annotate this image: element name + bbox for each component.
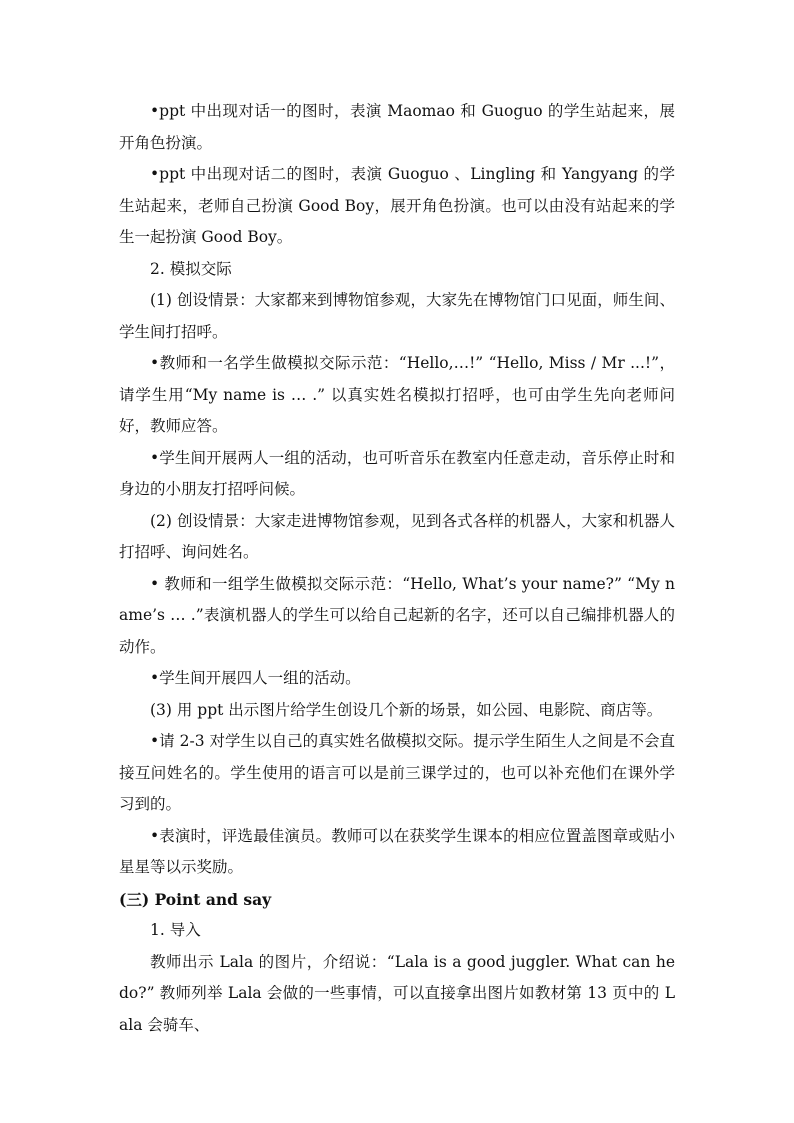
document-body	[119, 96, 675, 1041]
paragraph-teacher-demo-two: • 教师和一组学生做模拟交际示范：“Hello, What’s your name?” “My name’s … .”表演机器人的学生可以给自己起新的名字，还可以自己编排机器人的动作。	[119, 574, 675, 656]
paragraph-real-name-practice: •请 2-3 对学生以自己的真实姓名做模拟交际。提示学生陌生人之间是不会直接互问姓名的。学生使用的语言可以是前三课学过的，也可以补充他们在课外学习到的。	[119, 732, 675, 813]
paragraph-pair-activity: •学生间开展两人一组的活动，也可听音乐在教室内任意走动，音乐停止时和身边的小朋友打招呼问候。	[119, 448, 675, 498]
paragraph-best-actor: •表演时，评选最佳演员。教师可以在获奖学生课本的相应位置盖图章或贴小星星等以示奖励。	[119, 826, 675, 876]
paragraph-group-activity: •学生间开展四人一组的活动。	[150, 669, 361, 687]
subsection-introduction: 1. 导入	[150, 921, 201, 939]
paragraph-dialogue-two: •ppt 中出现对话二的图时，表演 Guoguo 、Lingling 和 Yangyang 的学生站起来，老师自己扮演 Good Boy，展开角色扮演。也可以由没有站起来的学生一起扮演 Good Boy。	[119, 165, 675, 246]
paragraph-scenario-two: (2) 创设情景：大家走进博物馆参观，见到各式各样的机器人，大家和机器人打招呼、询问姓名。	[119, 511, 675, 561]
paragraph-scenario-one: (1) 创设情景：大家都来到博物馆参观，大家先在博物馆门口见面，师生间、学生间打招呼。	[119, 291, 675, 341]
section-simulated-communication: 2. 模拟交际	[150, 259, 232, 278]
paragraph-lala-intro: 教师出示 Lala 的图片，介绍说：“Lala is a good juggler. What can he do?” 教师列举 Lala 会做的一些事情，可以直接拿出图片如教材第 13 页中的 Lala 会骑车、	[119, 952, 675, 1034]
section-heading-point-and-say: (三) Point and say	[119, 889, 272, 909]
paragraph-dialogue-one: •ppt 中出现对话一的图时，表演 Maomao 和 Guoguo 的学生站起来，展开角色扮演。	[119, 102, 675, 152]
paragraph-scenario-three: (3) 用 ppt 出示图片给学生创设几个新的场景，如公园、电影院、商店等。	[150, 700, 663, 719]
paragraph-teacher-demo-one: •教师和一名学生做模拟交际示范：“Hello,…!” “Hello, Miss / Mr ...!”，请学生用“My name is … .” 以真实姓名模拟打招呼，也可由学生先向老师问好，教师应答。	[119, 354, 675, 435]
